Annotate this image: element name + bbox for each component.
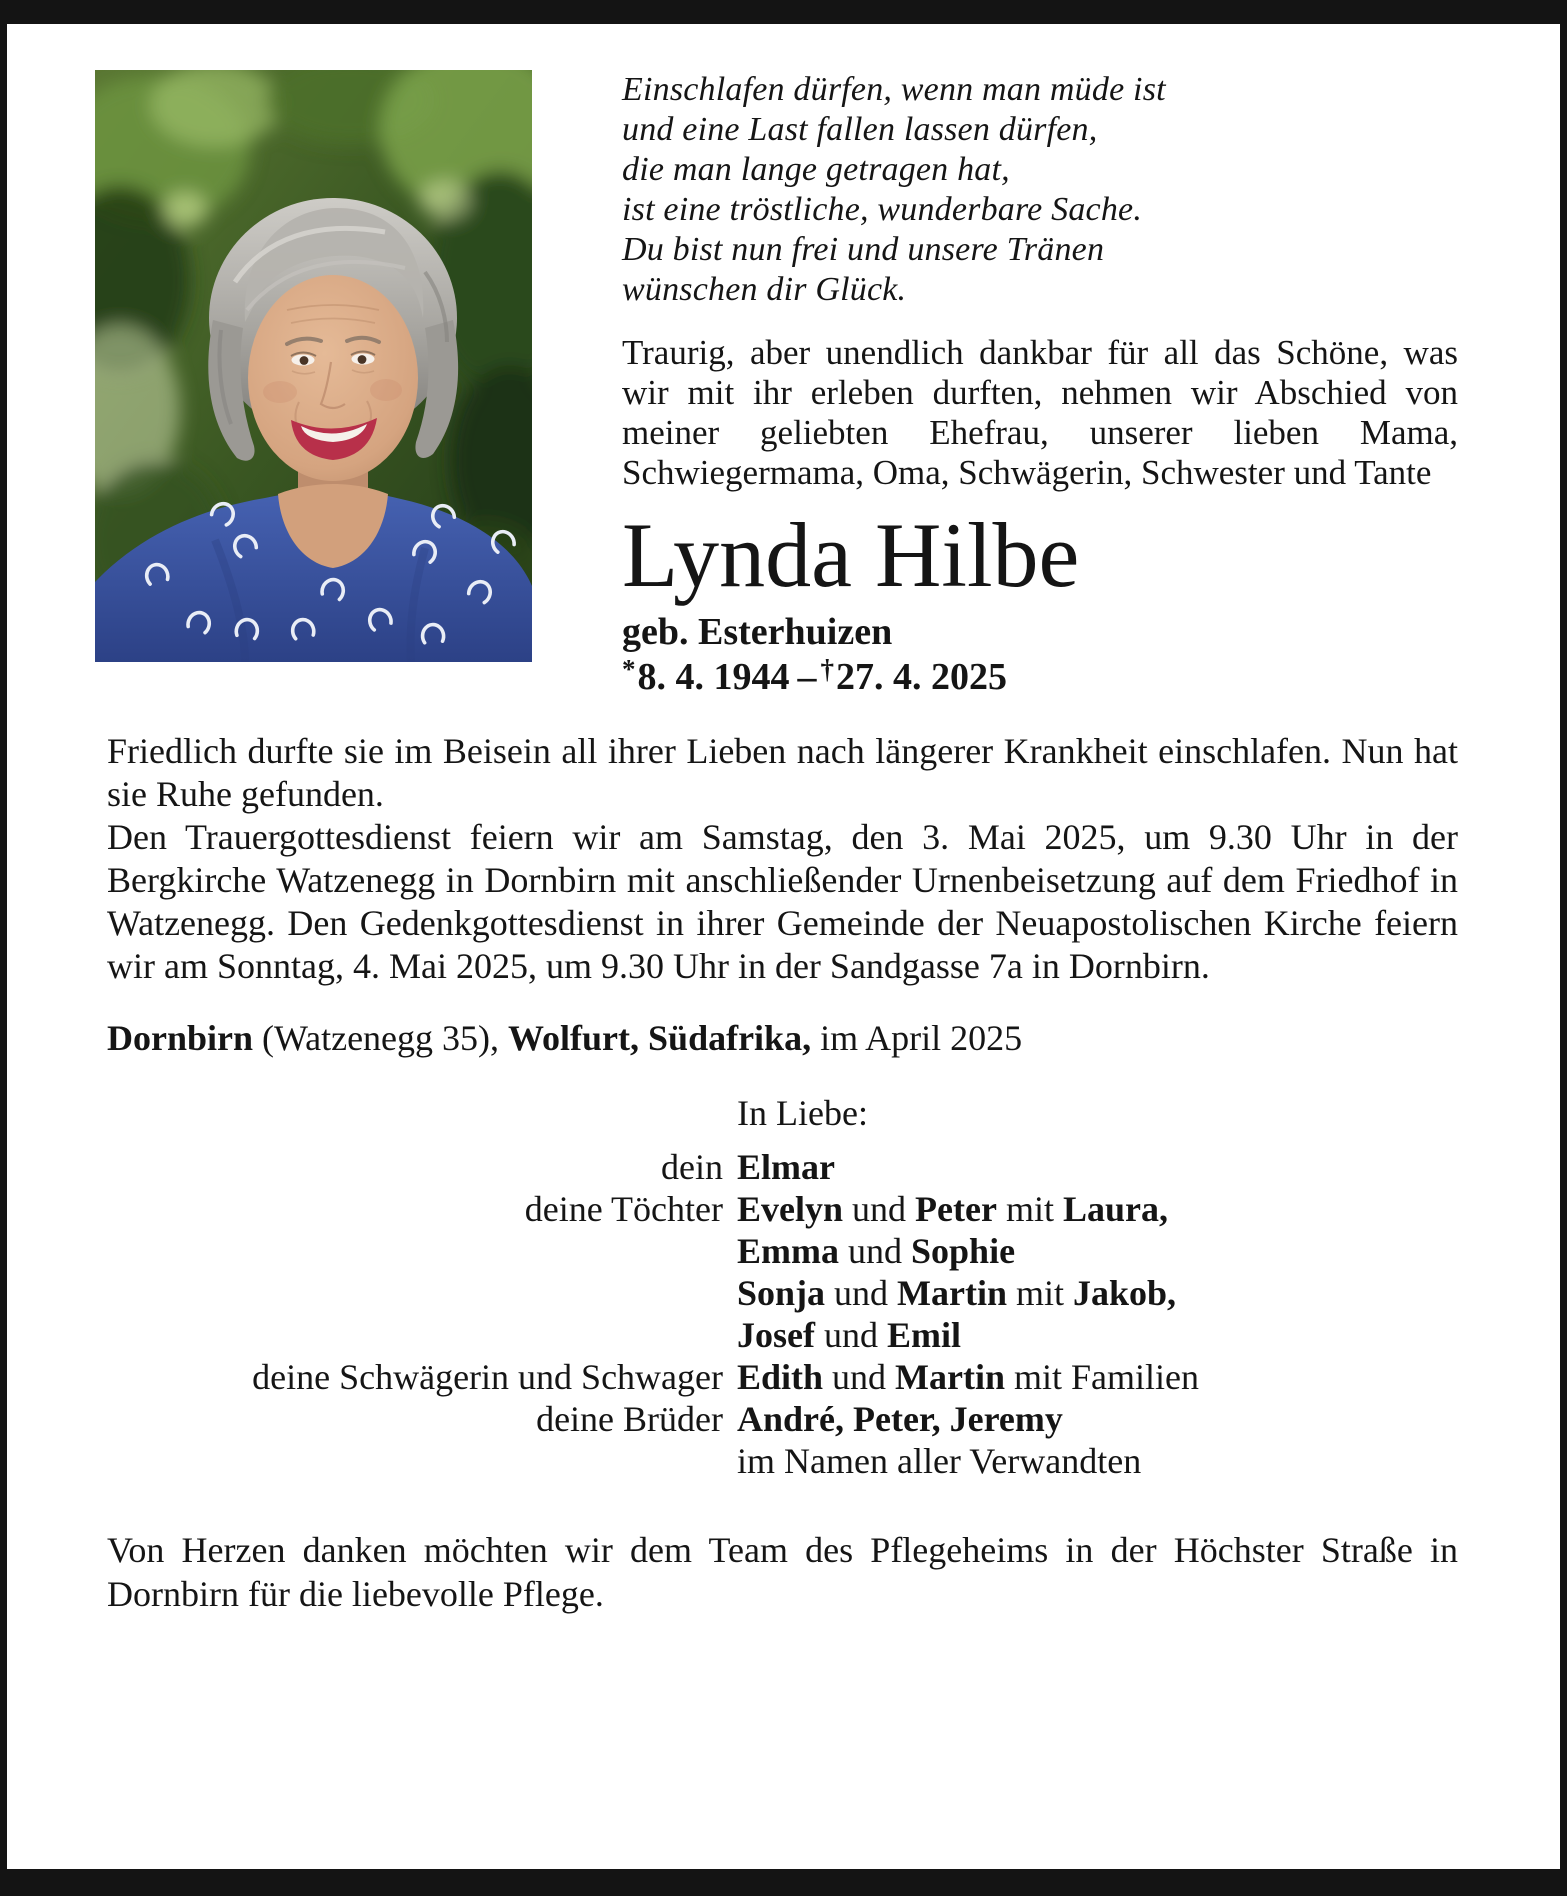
poem-line: und eine Last fallen lassen dürfen, [622, 111, 1098, 148]
right-column [622, 70, 1458, 702]
farewell-row-label: deine Töchter [524, 1188, 723, 1229]
farewell-row-names: Josef und Emil [737, 1314, 961, 1355]
life-dates [622, 655, 1458, 702]
farewell-row [107, 1314, 1458, 1356]
portrait-illustration [95, 70, 532, 662]
farewell-row [107, 1272, 1458, 1314]
farewell-row-names: Elmar [737, 1146, 835, 1187]
body-paragraph-2: Den Trauergottesdienst feiern wir am Samstag, den 3. Mai 2025, um 9.30 Uhr in der Bergkirche Watzenegg in Dornbirn mit anschließender Urnenbeisetzung auf dem Friedhof in Watzenegg. Den Gedenkgottesdienst in ihrer Gemeinde der Neuapostolischen Kirche feiern wir am Sonntag, 4. Mai 2025, um 9.30 Uhr in der Sandgasse 7a in Dornbirn. [107, 816, 1458, 986]
poem [622, 70, 1458, 310]
farewell-row [107, 1230, 1458, 1272]
farewell-heading-row [107, 1092, 1458, 1134]
farewell-row-label: deine Schwägerin und Schwager [252, 1356, 723, 1397]
death-date: 27. 4. 2025 [836, 655, 1007, 698]
farewell-row [107, 1398, 1458, 1440]
farewell-row-label [107, 1440, 723, 1482]
face [248, 275, 418, 481]
poem-line: Einschlafen dürfen, wenn man müde ist [622, 71, 1166, 108]
portrait-photo [95, 70, 532, 662]
poem-line: die man lange getragen hat, [622, 151, 1010, 188]
farewell-row-label [107, 1314, 723, 1356]
farewell-block [107, 1092, 1458, 1482]
deceased-name: Lynda Hilbe [622, 504, 1080, 606]
farewell-row-names: Edith und Martin mit Familien [737, 1356, 1200, 1397]
farewell-row-names: im Namen aller Verwandten [737, 1440, 1142, 1481]
farewell-row-label: deine Brüder [536, 1398, 723, 1439]
body-paragraph-1: Friedlich durfte sie im Beisein all ihrer Lieben nach längerer Krankheit einschlafen. Nun hat sie Ruhe gefunden. [107, 730, 1458, 814]
farewell-row-label [107, 1272, 723, 1314]
birth-star-symbol: * [622, 653, 636, 684]
farewell-row [107, 1146, 1458, 1188]
farewell-row-label: dein [661, 1146, 723, 1187]
thanks-paragraph: Von Herzen danken möchten wir dem Team des Pflegeheims in der Höchster Straße in Dornbirn für die liebevolle Pflege. [107, 1529, 1458, 1614]
farewell-row-names: André, Peter, Jeremy [737, 1398, 1063, 1439]
poem-line: Du bist nun frei und unsere Tränen [622, 231, 1105, 268]
farewell-row-names: Evelyn und Peter mit Laura, [737, 1188, 1168, 1229]
date-separator: – [797, 655, 817, 698]
maiden-name: geb. Esterhuizen [622, 610, 893, 653]
main-text [7, 730, 1560, 1616]
farewell-heading: In Liebe: [737, 1092, 868, 1133]
death-cross-symbol: † [820, 653, 834, 684]
intro-paragraph: Traurig, aber unendlich dankbar für all das Schöne, was wir mit ihr erleben durften, nehmen wir Abschied von meiner geliebten Ehefrau, unserer lieben Mama, Schwiegermama, Oma, Schwägerin, Schwester und Tante [622, 333, 1458, 492]
poem-line: ist eine tröstliche, wunderbare Sache. [622, 191, 1143, 228]
farewell-row-label [107, 1230, 723, 1272]
poem-line: wünschen dir Glück. [622, 271, 907, 308]
farewell-row-names: Emma und Sophie [737, 1230, 1016, 1271]
farewell-row [107, 1356, 1458, 1398]
birth-date: 8. 4. 1944 [637, 655, 790, 698]
farewell-row-names: Sonja und Martin mit Jakob, [737, 1272, 1177, 1313]
farewell-row-label [107, 1092, 723, 1134]
farewell-row [107, 1188, 1458, 1230]
farewell-row [107, 1440, 1458, 1482]
top-section [7, 24, 1560, 702]
places-and-date-line: Dornbirn (Watzenegg 35), Wolfurt, Südafrika, im April 2025 [107, 1017, 1023, 1058]
